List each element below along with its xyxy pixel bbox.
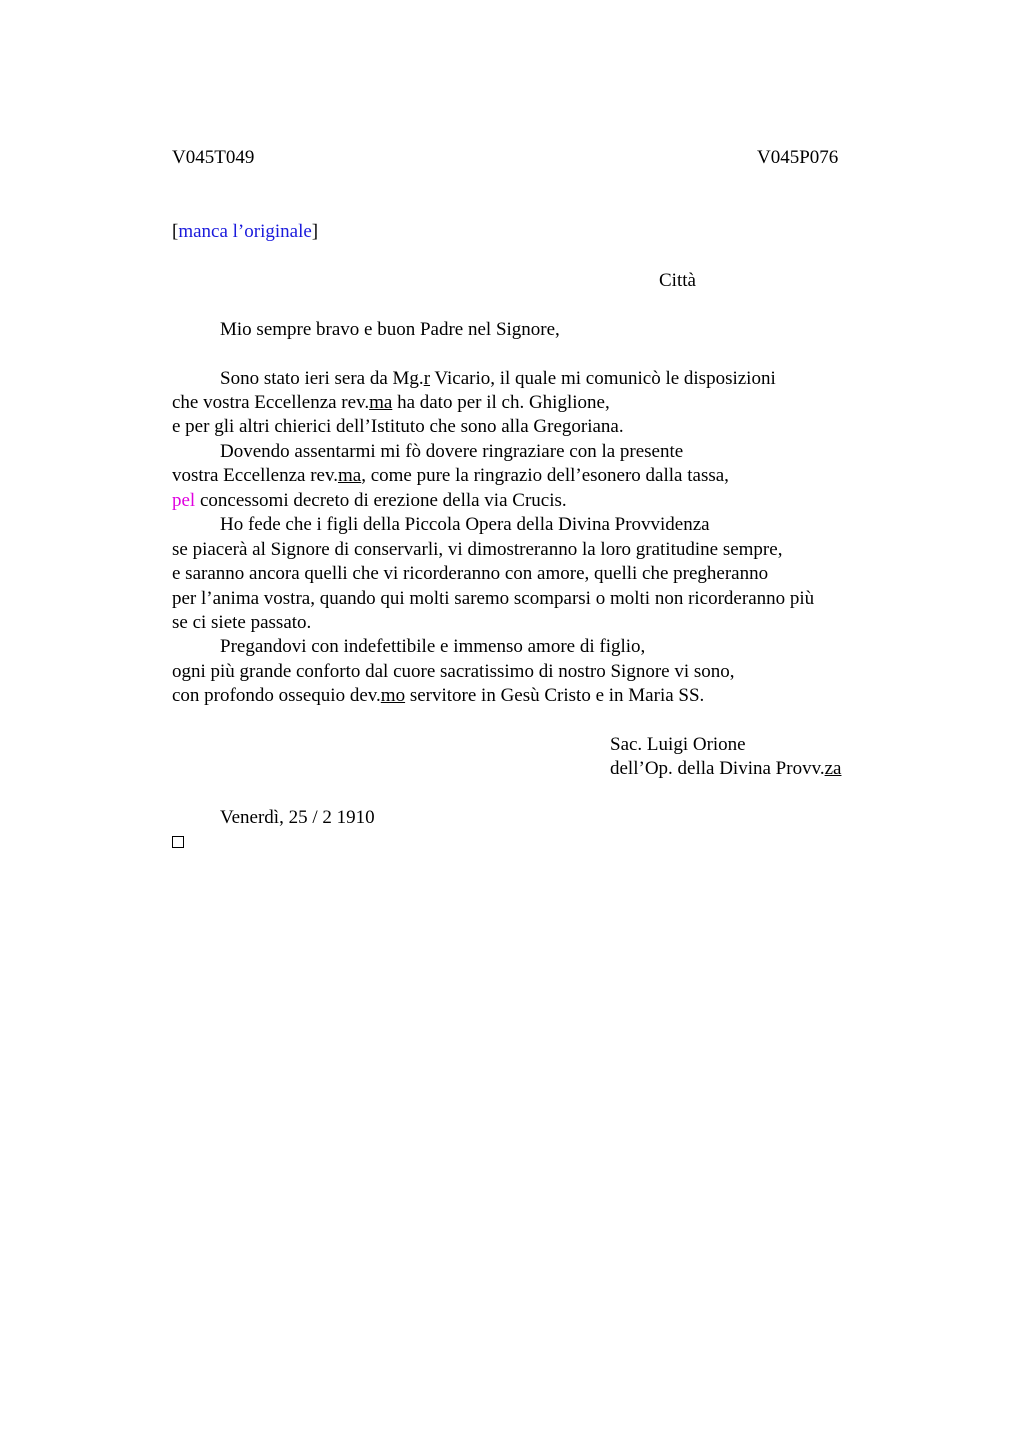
text-run: Sono stato ieri sera da Mg. — [220, 368, 424, 389]
note-text: manca l’originale — [178, 221, 312, 242]
place-line: Città — [659, 270, 696, 291]
text-run: concessomi decreto di erezione della via Crucis. — [195, 490, 567, 511]
signature-org — [610, 757, 841, 781]
body-line: ogni più grande conforto dal cuore sacratissimo di nostro Signore vi sono, — [172, 661, 735, 682]
body-line — [172, 391, 610, 415]
superscript-abbrev: r — [423, 368, 431, 389]
superscript-abbrev: mo — [380, 685, 406, 706]
body-line: se ci siete passato. — [172, 612, 312, 633]
letter-date: Venerdì, 25 / 2 1910 — [220, 807, 375, 828]
text-run: ha dato per il ch. Ghiglione, — [392, 392, 610, 413]
body-line: se piacerà al Signore di conservarli, vi dimostreranno la loro gratitudine sempre, — [172, 539, 783, 560]
body-line — [172, 489, 567, 513]
text-run: dell’Op. della Divina Provv. — [610, 758, 825, 779]
text-run: vostra Eccellenza rev. — [172, 465, 338, 486]
body-line: e per gli altri chierici dell’Istituto che sono alla Gregoriana. — [172, 416, 624, 437]
text-run: con profondo ossequio dev. — [172, 685, 381, 706]
body-line: e saranno ancora quelli che vi ricorderanno con amore, quelli che pregheranno — [172, 563, 769, 584]
text-run: servitore in Gesù Cristo e in Maria SS. — [405, 685, 705, 706]
text-run: che vostra Eccellenza rev. — [172, 392, 370, 413]
highlighted-word: pel — [172, 490, 196, 511]
end-mark-square-icon — [172, 836, 184, 848]
body-line: Dovendo assentarmi mi fò dovere ringraziare con la presente — [220, 441, 684, 462]
salutation: Mio sempre bravo e buon Padre nel Signore, — [220, 319, 560, 340]
editorial-note — [172, 220, 318, 244]
body-line: Ho fede che i figli della Piccola Opera della Divina Provvidenza — [220, 514, 710, 535]
note-open-bracket: [ — [172, 221, 179, 242]
superscript-abbrev: za — [824, 758, 842, 779]
document-code-right: V045P076 — [757, 147, 839, 168]
superscript-abbrev: ma — [369, 392, 393, 413]
signature-name: Sac. Luigi Orione — [610, 734, 746, 755]
superscript-abbrev: ma — [337, 465, 362, 486]
body-line: Pregandovi con indefettibile e immenso amore di figlio, — [220, 636, 646, 657]
body-line — [220, 367, 776, 391]
note-close-bracket: ] — [311, 221, 319, 242]
text-run: Vicario, il quale mi comunicò le disposizioni — [430, 368, 776, 389]
text-run: , come pure la ringrazio dell’esonero dalla tassa, — [361, 465, 729, 486]
body-line — [172, 464, 729, 488]
body-line — [172, 684, 704, 708]
body-line: per l’anima vostra, quando qui molti saremo scomparsi o molti non ricorderanno più — [172, 588, 815, 609]
document-code-left: V045T049 — [172, 147, 255, 168]
